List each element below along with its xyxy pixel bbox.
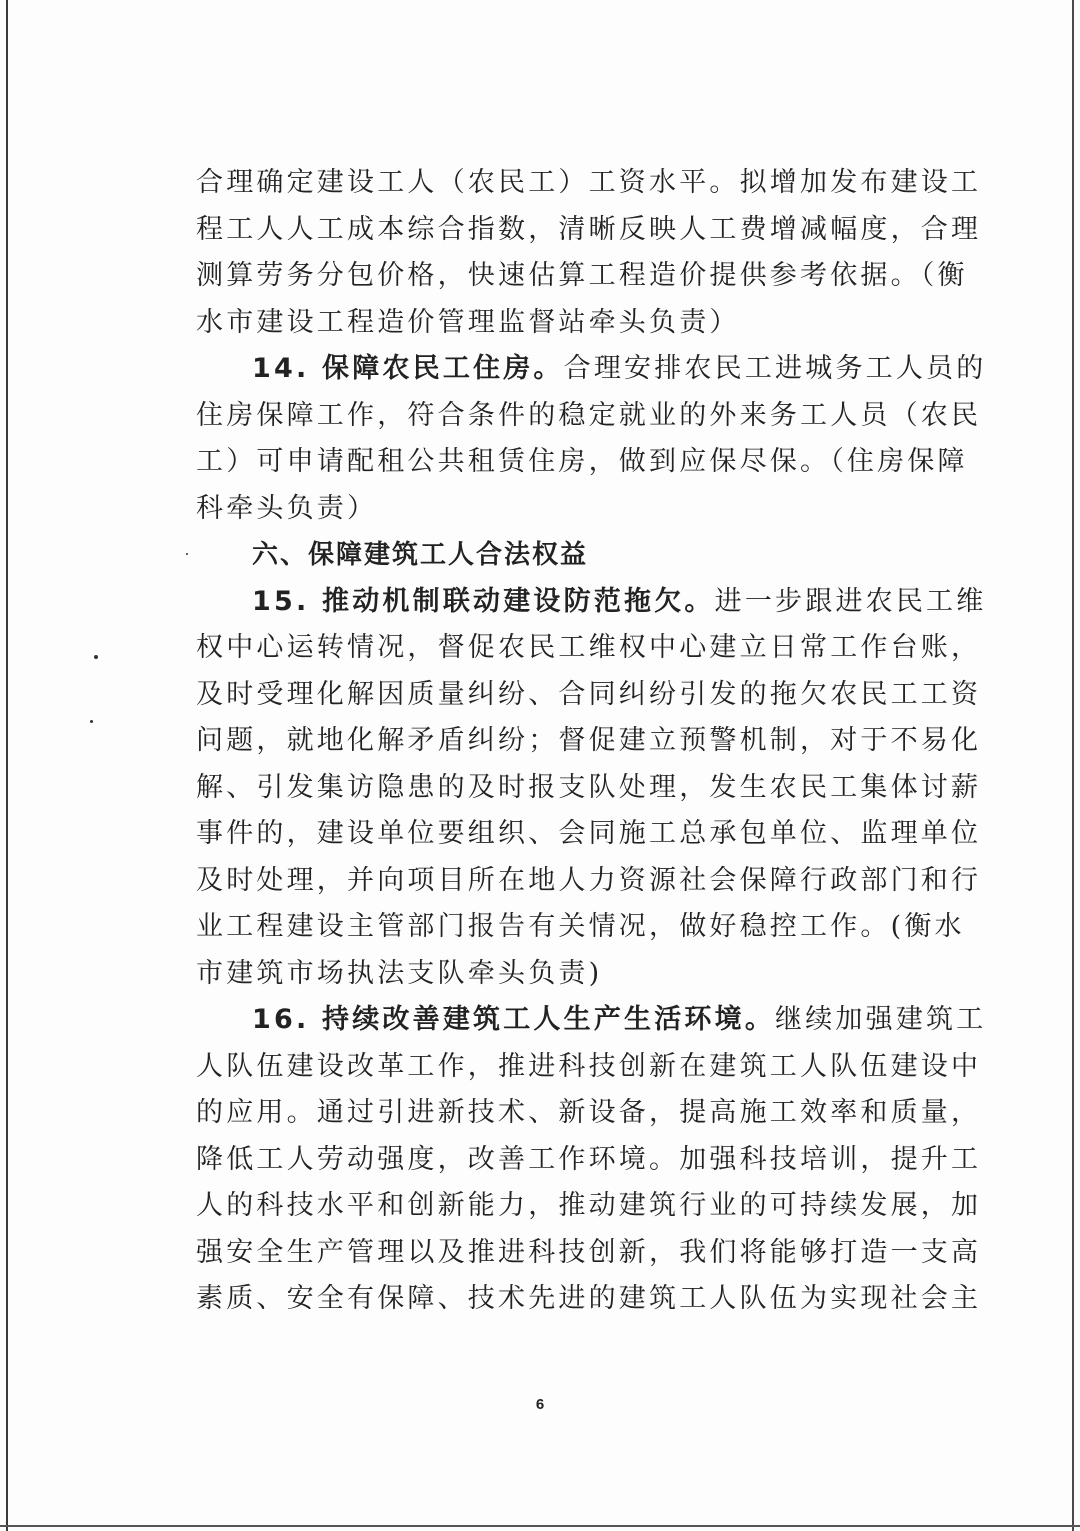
item-text: 继续加强建筑工: [775, 1004, 987, 1035]
text-line: 工）可申请配租公共租赁住房，做到应保尽保。（住房保障: [196, 446, 968, 477]
text-line: 市建筑市场执法支队牵头负责): [196, 957, 603, 989]
text-line: [196, 997, 987, 1044]
document-body: [196, 160, 987, 1323]
text-line: [196, 579, 987, 626]
text-line: 素质、安全有保障、技术先进的建筑工人队伍为实现社会主: [196, 1283, 982, 1314]
scan-speck: [90, 720, 93, 723]
text-line: 的应用。通过引进新技术、新设备，提高施工效率和质量，: [196, 1097, 982, 1128]
text-line: 测算劳务分包价格，快速估算工程造价提供参考依据。（衡: [196, 260, 968, 291]
text-line: 解、引发集访隐患的及时报支队处理，发生农民工集体讨薪: [196, 771, 982, 803]
text-line: 科牵头负责）: [196, 492, 378, 524]
text-line: 权中心运转情况，督促农民工维权中心建立日常工作台账，: [196, 632, 982, 663]
text-line: 人的科技水平和创新能力，推动建筑行业的可持续发展，加: [196, 1190, 982, 1221]
item-title: 14. 保障农民工住房。: [252, 353, 564, 384]
paragraph-item-15: [196, 579, 987, 998]
text-line: 业工程建设主管部门报告有关情况，做好稳控工作。(衡水: [196, 911, 965, 942]
text-line: 事件的，建设单位要组织、会同施工总承包单位、监理单位: [196, 818, 982, 849]
text-line: 及时受理化解因质量纠纷、合同纠纷引发的拖欠农民工工资: [196, 678, 982, 710]
scan-speck: [186, 553, 188, 555]
text-line: 降低工人劳动强度，改善工作环境。加强科技培训，提升工: [196, 1143, 982, 1175]
text-line: 及时处理，并向项目所在地人力资源社会保障行政部门和行: [196, 864, 982, 896]
text-line: [196, 346, 987, 393]
text-line: 程工人人工成本综合指数，清晰反映人工费增减幅度，合理: [196, 213, 982, 245]
item-text: 进一步跟进农民工维: [714, 585, 987, 617]
scan-speck: [94, 655, 98, 659]
text-line: 强安全生产管理以及推进科技创新，我们将能够打造一支高: [196, 1236, 982, 1268]
item-title: 15. 推动机制联动建设防范拖欠。: [252, 585, 715, 617]
item-title: 16. 持续改善建筑工人生产生活环境。: [252, 1004, 776, 1035]
section-heading: 六、保障建筑工人合法权益: [252, 540, 589, 570]
page-number: 6: [535, 1396, 545, 1413]
paragraph-continuation: [196, 160, 982, 346]
paragraph-item-14: [196, 346, 987, 532]
text-line: 住房保障工作，符合条件的稳定就业的外来务工人员（农民: [196, 399, 982, 431]
paragraph-item-16: [196, 997, 987, 1323]
scan-edge-bottom: [0, 1525, 1080, 1527]
scan-edge-right: [1072, 0, 1074, 1531]
text-line: 人队伍建设改革工作，推进科技创新在建筑工人队伍建设中: [196, 1050, 982, 1082]
text-line: 水市建设工程造价管理监督站牵头负责）: [196, 306, 740, 338]
text-line: 合理确定建设工人（农民工）工资水平。拟增加发布建设工: [196, 167, 982, 198]
item-text: 合理安排农民工进城务工人员的: [563, 353, 987, 384]
text-line: 问题，就地化解矛盾纠纷；督促建立预警机制，对于不易化: [196, 725, 982, 756]
scan-edge-left: [6, 0, 8, 1531]
